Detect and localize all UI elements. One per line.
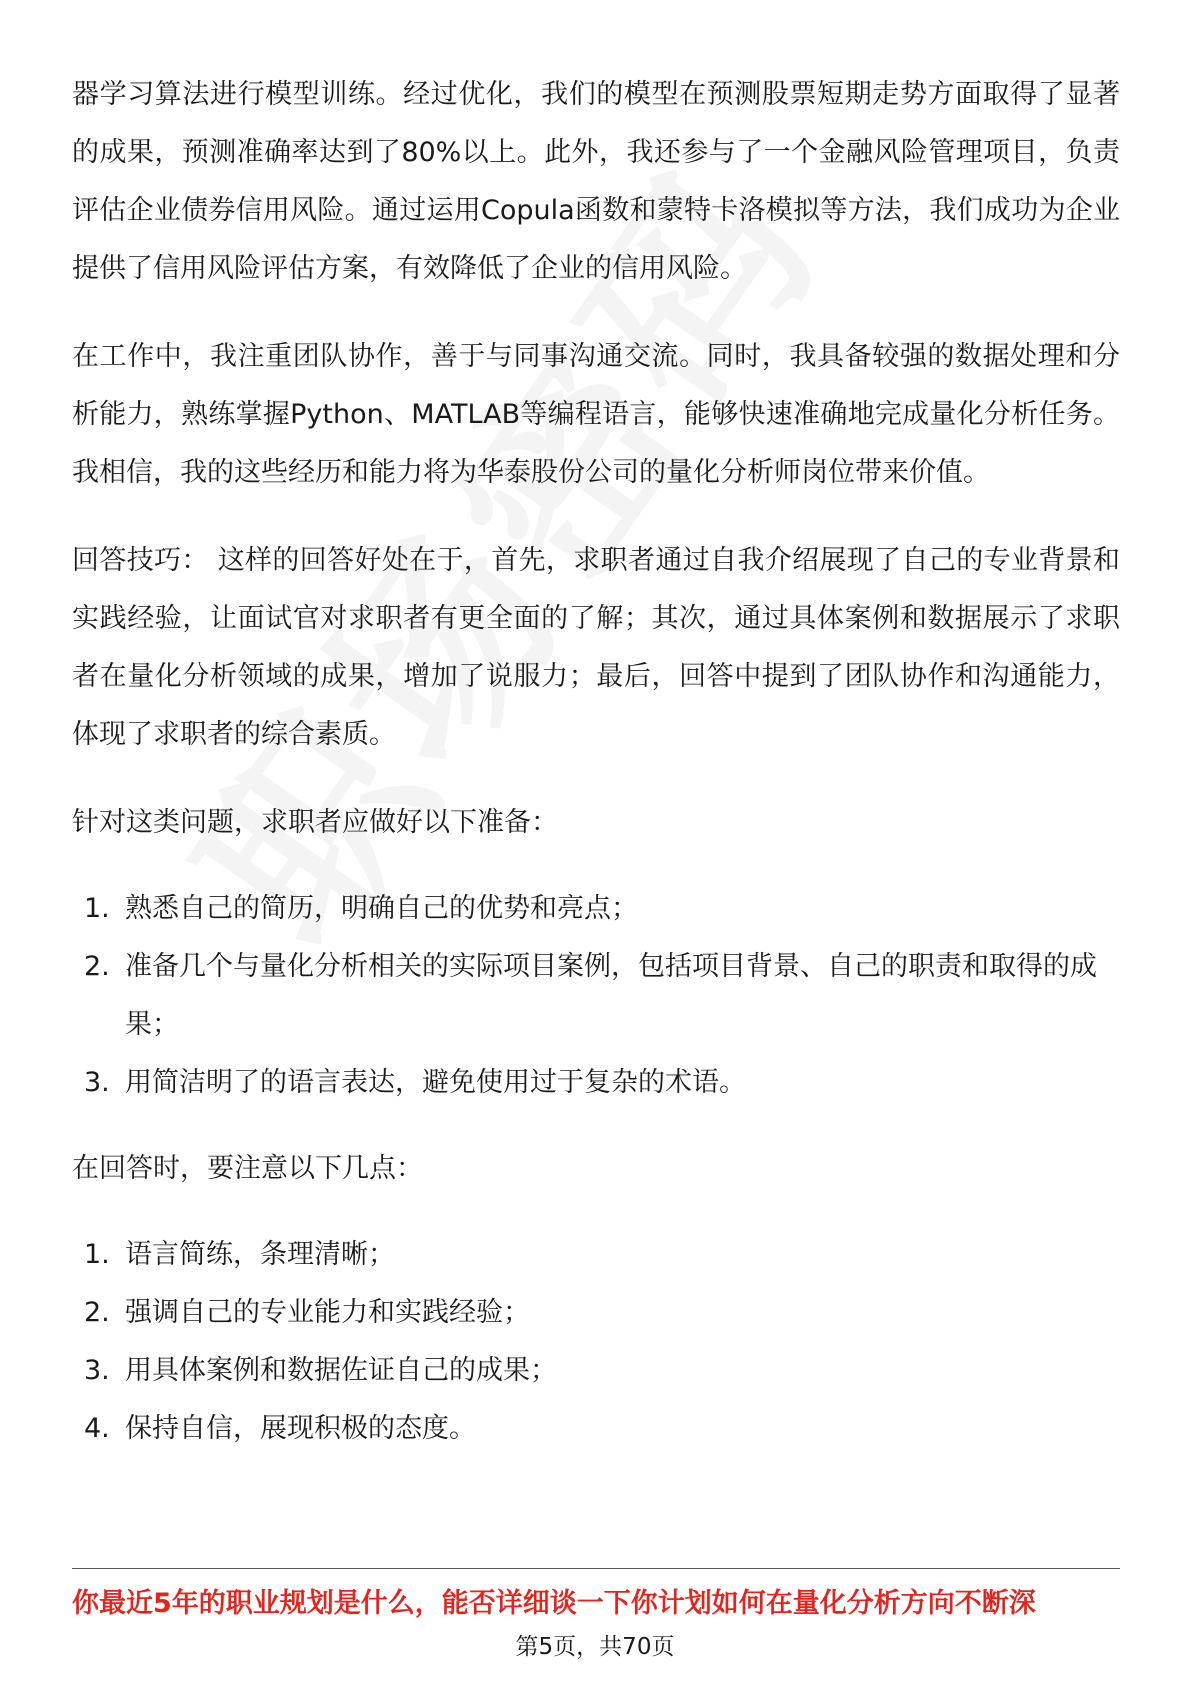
list-item: 4. 保持自信，展现积极的态度。 [84,1413,476,1444]
list-item: 3. 用简洁明了的语言表达，避免使用过于复杂的术语。 [84,1067,746,1098]
footer-divider [72,1568,1120,1569]
notes-list [72,1226,1120,1458]
document-body [72,66,1120,1486]
next-question-heading: 你最近5年的职业规划是什么，能否详细谈一下你计划如何在量化分析方向不断深 [72,1588,1036,1619]
list-item: 2. 强调自己的专业能力和实践经验； [84,1297,530,1328]
paragraph-teamwork: 在工作中，我注重团队协作，善于与同事沟通交流。同时，我具备较强的数据处理和分析能力，熟练掌握Python、MATLAB等编程语言，能够快速准确地完成量化分析任务。我相信，我的这些经历和能力将为华泰股份公司的量化分析师岗位带来价值。 [72,341,1120,488]
list-item: 2. 准备几个与量化分析相关的实际项目案例，包括项目背景、自己的职责和取得的成果； [84,951,1097,1040]
list-item: 1. 语言简练，条理清晰； [84,1239,395,1270]
paragraph-project-experience: 器学习算法进行模型训练。经过优化，我们的模型在预测股票短期走势方面取得了显著的成果，预测准确率达到了80%以上。此外，我还参与了一个金融风险管理项目，负责评估企业债券信用风险。通过运用Copula函数和蒙特卡洛模拟等方法，我们成功为企业提供了信用风险评估方案，有效降低了企业的信用风险。 [72,79,1120,284]
page-number: 第5页，共70页 [515,1634,675,1660]
list-item: 3. 用具体案例和数据佐证自己的成果； [84,1355,557,1386]
paragraph-answer-tips: 回答技巧： 这样的回答好处在于，首先，求职者通过自我介绍展现了自己的专业背景和实践经验，让面试官对求职者有更全面的了解；其次，通过具体案例和数据展示了求职者在量化分析领域的成果，增加了说服力；最后，回答中提到了团队协作和沟通能力，体现了求职者的综合素质。 [72,545,1120,750]
preparation-intro: 针对这类问题，求职者应做好以下准备： [72,807,558,838]
list-item: 1. 熟悉自己的简历，明确自己的优势和亮点； [84,893,638,924]
notes-intro: 在回答时，要注意以下几点： [72,1153,423,1184]
preparation-list [72,880,1120,1112]
